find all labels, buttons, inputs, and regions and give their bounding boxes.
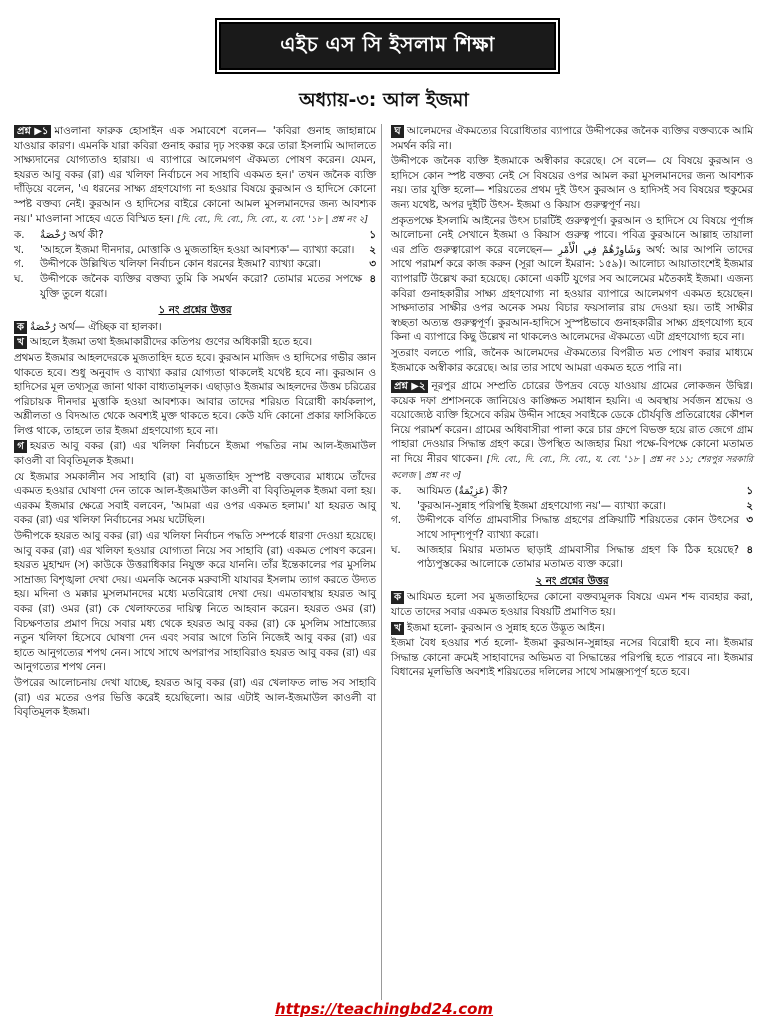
answer-1-heading: ১ নং প্রশ্নের উত্তর	[158, 304, 232, 317]
question-1-item-kha	[14, 243, 376, 258]
answer-text: আযিমত হলো সব মুজতাহিদের কোনো বক্তব্যমূলক বিষয়ে এমন শব্দ ব্যবহার করা, যাতে তাদের সবার একমত হওয়ার বিষয়টি প্রমাণিত হয়।	[391, 591, 753, 618]
item-mark: ২	[746, 499, 753, 512]
answer-tag: ঘ	[391, 125, 404, 138]
answer-2-kha	[391, 621, 753, 636]
question-1-item-gha	[14, 272, 376, 301]
item-label: খ.	[14, 243, 25, 256]
item-mark: ১	[746, 485, 753, 498]
question-1-source: [দি. বো., দি. বো., সি. বো., য. বো. '১৮ | প্রশ্ন নং ২]	[177, 214, 369, 225]
answer-1-ga	[14, 439, 376, 468]
item-mark: ১	[369, 229, 376, 242]
answer-text: হযরত আবু বকর (রা) এর খলিফা নির্বাচনে ইজমা পদ্ধতির নাম আল-ইজমাউল কাওলী বা বিবৃতিমূলক ইজমা।	[14, 440, 376, 468]
item-mark: ৩	[746, 514, 753, 527]
answer-text: আহলে ইজমা তথা ইজমাকারীদের কতিপয় গুণের অধিকারী হতে হবে।	[30, 336, 313, 349]
answer-tag: খ	[391, 622, 404, 635]
question-1-tag: প্রশ্ন ▶১	[14, 125, 51, 138]
answer-tag: খ	[14, 336, 27, 349]
item-text: উদ্দীপকে উল্লিখিত খলিফা নির্বাচন কোন ধরনের ইজমা? ব্যাখ্যা করো।	[40, 258, 321, 271]
answer-1-kha	[14, 335, 376, 350]
item-mark: ৪	[369, 272, 376, 285]
question-2-item-ka	[391, 484, 753, 499]
question-2-text: নূরপুর গ্রামে সম্প্রতি চোরের উপদ্রব বেড়ে যাওয়ায় গ্রামের লোকজন উদ্বিগ্ন। কয়েক দফা প্রশাসনকে জানিয়েও কাঙ্ক্ষিত সমাধান হয়নি। এ অবস্থায় সর্বজন শ্রদ্ধেয় ও বয়োজ্যেষ্ঠ ব্যক্তি হিসেবে করিম উদ্দীন সাহেব সবাইকে ডেকে চৌর্যবৃত্তি প্রতিরোধের কৌশল নিয়ে পরামর্শ করেন। গ্রামের অধিবাসীরা পালা করে চার গ্রুপে বিভক্ত হয়ে রাত জেগে গ্রাম পাহারা দেওয়ার সিদ্ধান্ত গ্রহণ করে। উপস্থিত আজহার মিয়া পক্ষে-বিপক্ষে কোনো মতামত না দিয়ে নীরব থাকেন।	[391, 380, 753, 466]
item-label: ঘ.	[14, 272, 24, 285]
item-mark: ৩	[369, 258, 376, 271]
question-1-text: মাওলানা ফারুক হোসাইন এক সমাবেশে বলেন— 'কবিরা গুনাহ জাহান্নামে যাওয়ার কারণ। এমনকি যারা কবিরা গুনাহ করার দৃঢ় সংকল্প করে তারা ইসলামি আদালতে সাক্ষ্যদানের যোগ্যতাও হারায়। এ ব্যাপারে আলেমগণ ঐকমত্য পোষণ করেন। যেমন, হযরত আবু বকর (রা) এর খলিফা নির্বাচনে সব সাহাবি একমত হন।' তখন জনৈক ব্যক্তি দাঁড়িয়ে বলেন, 'এ ধরনের সাক্ষ্য গ্রহণযোগ্য না হওয়ার বিষয়ে কুরআন ও হাদিসে কোনো স্পষ্ট বক্তব্য নেই। কুরআন ও হাদিসের বাইরে কোনো আমল মুসলমানদের জন্য আবশ্যক নয়।' মাওলানা সাহেব এতে বিস্মিত হন।	[14, 125, 376, 225]
answer-tag: ক	[391, 591, 404, 604]
item-label: ক.	[14, 229, 25, 242]
answer-2-heading: ২ নং প্রশ্নের উত্তর	[535, 574, 609, 587]
answer-1-ga-body-3: উপরের আলোচনায় দেখা যাচ্ছে, হযরত আবু বকর (রা) এর খেলাফত লাভ সব সাহাবি (রা) এর মতের ওপর ভিত্তি করেই হয়েছিলো। আর এটাই আল-ইজমাউল কাওলী বা বিবৃতিমূলক ইজমা।	[14, 676, 376, 719]
answer-1-ga-body-2: উদ্দীপকে হযরত আবু বকর (রা) এর খলিফা নির্বাচন পদ্ধতি সম্পর্কে ধারণা দেওয়া হয়েছে। আবু বকর (রা) এর খলিফা হওয়ার যোগ্যতা নিয়ে সব সাহাবি (রা) একমত পোষণ করেন। হযরত মুহাম্মদ (স) কাউকে উত্তরাধিকার নিযুক্ত করে যাননি। তাঁর ইন্তেকালের পর মুসলিম সাম্রাজ্য বিশৃঙ্খলা দেখা দেয়। এমনকি অনেক মরুবাসী যাযাবর ইসলাম ত্যাগ করতে উদ্যত হয়। মদিনা ও মক্কার মুসলমানদের মধ্যে মতবিরোধ দেখা দেয়। এমতাবস্থায় হযরত আবু বকর (রা) ওমর (রা) কে খেলাফতের দায়িত্ব নিতে আহবান করেন। হযরত ওমর (রা) বিচক্ষণতার প্রমাণ দিয়ে সবার মধ্য থেকে হযরত আবু বকর (রা) কে মুসলিম সাম্রাজ্যের নতুন খলিফা হিসেবে ঘোষণা দেন এবং সবার আগে তিনি নিজেই আবু বকর (রা) এর হাতে আনুগত্যের শপথ নেন। সাথে সাথে অপরাপর সাহাবিরাও হযরত আবু বকর (রা) এর আনুগত্যের শপথ নেন।	[14, 530, 376, 674]
question-2-source: [দি. বো., দি. বো., সি. বো., য. বো. '১৮ | প্রশ্ন নং ১১; শেরপুর সরকারি কলেজ | প্রশ্ন নং ৩]	[391, 455, 753, 481]
item-text: 'আহলে ইজমা দীনদার, মোত্তাকি ও মুজতাহিদ হওয়া আবশ্যক'— ব্যাখ্যা করো।	[40, 243, 355, 256]
answer-2-ka	[391, 590, 753, 619]
answer-1-gha-body-1: উদ্দীপকে জনৈক ব্যক্তি ইজমাকে অস্বীকার করেছে। সে বলে— যে বিষয়ে কুরআন ও হাদিসে কোন স্পষ্ট বক্তব্য নেই সে বিষয়ের ওপর আমল করা মুসলমানদের জন্য আবশ্যক নয়। তার যুক্তি হলো— শরিয়তের প্রথম দুই উৎস কুরআন ও হাদিসই সব বিষয়ের হুকুমের জন্য যথেষ্ট, অপর দুইটি উৎস- ইজমা ও কিয়াস গুরুত্বপূর্ণ নয়।	[391, 155, 753, 211]
question-1-item-ka	[14, 228, 376, 243]
answer-text: رُخْصَةٌ অর্থ— ঐচ্ছিক বা হালকা।	[30, 320, 162, 333]
question-2-item-gha	[391, 543, 753, 572]
item-text: আযিমত (عَزِيْمَةٌ) কী?	[417, 485, 508, 498]
answer-1-ka	[14, 320, 376, 335]
question-1-item-ga	[14, 257, 376, 272]
item-mark: ২	[369, 243, 376, 256]
left-column	[14, 124, 376, 721]
item-text: আজহার মিয়ার মতামত ছাড়াই গ্রামবাসীর সিদ্ধান্ত গ্রহণ কি ঠিক হয়েছে? পাঠ্যপুস্তকের আলোকে তোমার মতামত ব্যক্ত করো।	[417, 543, 739, 571]
item-label: গ.	[14, 258, 25, 271]
answer-text: আলেমদের ঐকমত্যের বিরোধিতার ব্যাপারে উদ্দীপকের জনৈক ব্যক্তির বক্তব্যকে আমি সমর্থন করি না।	[391, 125, 753, 152]
website-link[interactable]: https://teachingbd24.com	[274, 1000, 494, 1018]
item-text: উদ্দীপকে জনৈক ব্যক্তির বক্তব্য তুমি কি সমর্থন করো? তোমার মতের সপক্ষে যুক্তি তুলে ধরো।	[40, 272, 362, 300]
answer-1-gha	[391, 124, 753, 153]
item-label: ঘ.	[391, 543, 401, 556]
chapter-title: অধ্যায়-৩: আল ইজমা	[299, 89, 469, 111]
item-label: গ.	[391, 514, 402, 527]
item-text: 'কুরআন-সুন্নাহ পরিপন্থি ইজমা গ্রহণযোগ্য নয়'— ব্যাখ্যা করো।	[417, 499, 666, 512]
answer-2-kha-body: ইজমা বৈধ হওয়ার শর্ত হলো- ইজমা কুরআন-সুন্নাহর নসের বিরোধী হবে না। ইজমার সিদ্ধান্ত কোনো ক্রমেই সাহাবাদের অভিমত বা সিদ্ধান্তের পরিপন্থি হতে পারবে না। ইজমার বিধানের মূলভিত্তি অবশ্যই শরিয়তের দলিলের সাথে সামঞ্জস্যপূর্ণ হতে হবে।	[391, 637, 753, 679]
item-label: ক.	[391, 485, 402, 498]
answer-1-gha-body-2: প্রকৃতপক্ষে ইসলামি আইনের উৎস চারটিই গুরুত্বপূর্ণ। কুরআন ও হাদিসে যে বিষয়ে পূর্ণাঙ্গ আলোচনা নেই সেখানে ইজমা ও কিয়াস গুরুত্ব পাবে। পবিত্র কুরআনে আল্লাহ তায়ালা এর প্রতি গুরুত্বারোপ করে বলেছেন— وَشَاوِرْهُمْ فِي الْأَمْرِ অর্থ: আর আপনি তাদের সাথে পরামর্শ করে কাজ করুন (সূরা আলে ইমরান: ১৫৯)। আলোচ্য আয়াতাংশেই ইজমার ব্যাপারটি উল্লেখ করা হয়েছে। কোনো একটি যুগের সব আলেমের মতৈক্যই ইজমা। এজন্য কবিরা গুনাহকারীর সাক্ষ্য গ্রহণযোগ্য না হওয়ার ব্যাপারে আলেমগণ একমত হয়েছেন। সাক্ষদাতার সাক্ষীর ওপর অনেক সময় বিচার ফয়সালার রায় দেওয়া হয়। তাই সাক্ষীর স্বচ্ছতা অত্যন্ত গুরুত্বপূর্ণ। কুরআন-হাদিসে সুস্পষ্টভাবে গুনাহকারীর সাক্ষ্য গ্রহণযোগ্য হবে কিনা এ ব্যাপারে কিছু উল্লেখ না থাকলেও আলেমদের ঐকমত্যে এটা গ্রহণযোগ্য হবে না।	[391, 214, 753, 344]
answer-tag: গ	[14, 440, 27, 453]
answer-1-kha-body: প্রথমত ইজমার আহলদেরকে মুজতাহিদ হতে হবে। কুরআন মাজিদ ও হাদিসের গভীর জ্ঞান থাকতে হবে। শুধু অনুবাদ ও ব্যাখ্যা করার যোগ্যতা থাকলেই যথেষ্ট হবে না। কুরআন ও হাদিসের মূল তথ্যসূত্র জানা থাকা বাধ্যতামূলক। এছাড়াও ইজমার আহলদের উত্তম চরিত্রের পরিচায়ক দীনদার মুত্তাকি হওয়া আবশ্যক। আবার তাদের শরিয়ত বিরোধী কার্যকলাপ, অশ্লীলতা ও বিদআত থেকে অবশ্যই মুক্ত থাকতে হবে। কেউ যদি কোনো প্রকার ফাসিকিতে লিপ্ত থাকে, তাহলে তার ইজমা গ্রহণযোগ্য হবে না।	[14, 351, 376, 437]
item-mark: ৪	[746, 543, 753, 556]
answer-1-gha-body-3: সুতরাং বলতে পারি, জনৈক আলেমদের ঐকমত্যের বিপরীত মত পোষণ করার মাধ্যমে ইজমাকে অস্বীকার করেছে। আর তার সাথে আমরা একমত হতে পারি না।	[391, 346, 753, 374]
answer-1-ga-body-1: যে ইজমার সমকালীন সব সাহাবি (রা) বা মুজতাহিদ সুস্পষ্ট বক্তব্যের মাধ্যমে তাঁদের একমত হওয়ার ঘোষণা দেন তাকে আল-ইজমাউল কাওলী বা বিবৃতিমূলক ইজমা বলা হয়। এরকম ইজমার ক্ষেত্রে সবাই বলবেন, 'আমরা এর ওপর একমত হলাম।' যা হযরত আবু বকর (রা) এর খলিফা নির্বাচনের সময় ঘটেছিল।	[14, 470, 376, 527]
question-2-item-kha	[391, 499, 753, 514]
question-2-tag: প্রশ্ন ▶২	[391, 380, 428, 393]
item-text: উদ্দীপকে বর্ণিত গ্রামবাসীর সিদ্ধান্ত গ্রহণের প্রক্রিয়াটি শরিয়তের কোন উৎসের সাথে সাদৃশ্যপূর্ণ? ব্যাখ্যা করো।	[417, 514, 739, 542]
column-divider	[381, 124, 382, 1000]
question-1-stem	[14, 124, 376, 227]
question-2-item-ga	[391, 513, 753, 542]
book-title-banner: এইচ এস সি ইসলাম শিক্ষা	[219, 22, 556, 70]
answer-text: ইজমা হলো- কুরআন ও সুন্নাহ হতে উদ্ভূত আইন।	[407, 621, 605, 634]
right-column	[391, 124, 753, 681]
question-2-stem	[391, 379, 753, 483]
item-label: খ.	[391, 499, 402, 512]
answer-tag: ক	[14, 321, 27, 334]
item-text: رُخْصَةٌ অর্থ কী?	[40, 229, 104, 242]
